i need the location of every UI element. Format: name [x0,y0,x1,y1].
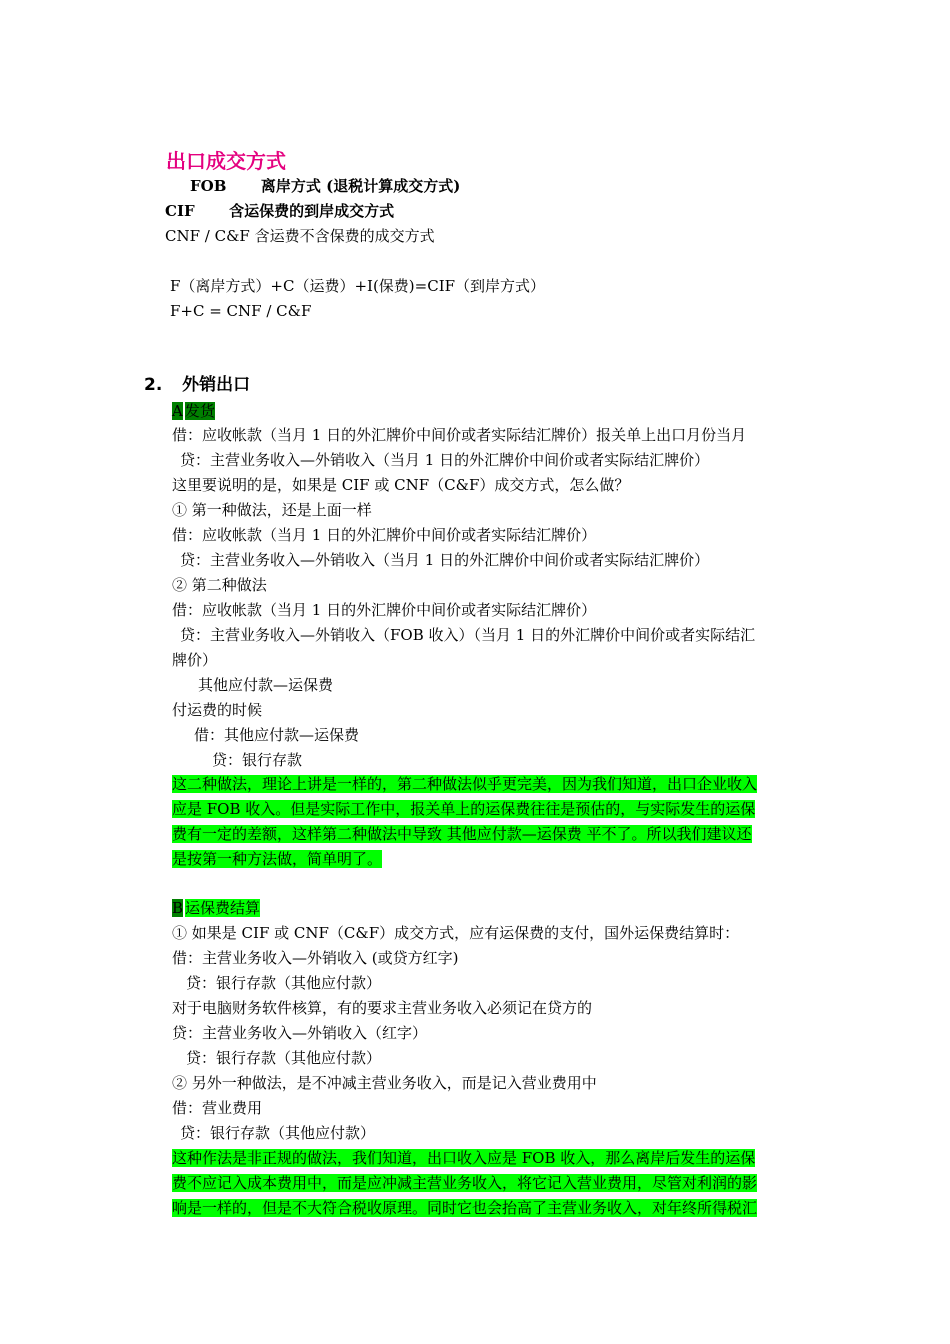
entry-line: 贷：银行存款 [212,751,303,769]
entry-line: 借：营业费用 [172,1099,263,1117]
entry-line: 借：应收帐款（当月 1 日的外汇牌价中间价或者实际结汇牌价） [172,601,597,619]
entry-line: 贷：主营业务收入—外销收入（红字） [172,1024,428,1042]
subheading-a-letter: A [172,402,183,420]
term-cif-code: CIF [165,202,195,220]
entry-line: 这里要说明的是，如果是 CIF 或 CNF（C&F）成交方式，怎么做？ [172,476,630,494]
entry-line: 对于电脑财务软件核算，有的要求主营业务收入必须记在贷方的 [172,999,593,1017]
note-b-line: 费不应记入成本费用中，而是应冲减主营业务收入，将它记入营业费用，尽管对利润的影 [172,1174,758,1192]
term-cnf: CNF / C&F 含运费不含保费的成交方式 [165,227,435,245]
entry-line: 贷：主营业务收入—外销收入（当月 1 日的外汇牌价中间价或者实际结汇牌价） [180,551,710,569]
entry-line: 牌价） [172,651,218,669]
subheading-b-letter: B [172,899,184,917]
entry-line: 贷：主营业务收入—外销收入（当月 1 日的外汇牌价中间价或者实际结汇牌价） [180,451,710,469]
note-a-line: 是按第一种方法做，简单明了。 [172,850,383,868]
entry-line: 借：应收帐款（当月 1 日的外汇牌价中间价或者实际结汇牌价）报关单上出口月份当月 [172,426,747,444]
section-heading [144,375,250,395]
entry-line: 贷：主营业务收入—外销收入（FOB 收入）（当月 1 日的外汇牌价中间价或者实际结汇 [180,626,756,644]
entry-line: ② 另外一种做法，是不冲减主营业务收入，而是记入营业费用中 [172,1074,597,1092]
entry-line: 贷：银行存款（其他应付款） [180,1124,376,1142]
entry-line: ② 第二种做法 [172,576,267,594]
page-title: 出口成交方式 [166,149,286,173]
note-a-line: 应是 FOB 收入。但是实际工作中，报关单上的运保费往往是预估的，与实际发生的运保 [172,800,756,818]
entry-line: 借：应收帐款（当月 1 日的外汇牌价中间价或者实际结汇牌价） [172,526,597,544]
entry-line: 其他应付款—运保费 [198,676,334,694]
entry-line: 贷：银行存款（其他应付款） [186,974,382,992]
term-fob-code: FOB [190,177,227,195]
formula-cif: F（离岸方式）+C（运费）+I(保费)=CIF（到岸方式） [170,277,546,295]
subheading-b-label: 运保费结算 [185,899,261,917]
entry-line: 付运费的时候 [172,701,263,719]
term-fob [190,176,460,196]
entry-line: 贷：银行存款（其他应付款） [186,1049,382,1067]
note-a-line: 这二种做法，理论上讲是一样的，第二种做法似乎更完美，因为我们知道，出口企业收入 [172,775,758,793]
entry-line: ① 第一种做法，还是上面一样 [172,501,372,519]
formula-cnf: F+C = CNF / C&F [170,302,312,320]
entry-line: 借：其他应付款—运保费 [194,726,360,744]
section-title: 外销出口 [182,375,251,395]
section-number: 2. [144,375,163,395]
entry-line: 借：主营业务收入—外销收入 (或贷方红字) [172,949,459,967]
entry-line: ① 如果是 CIF 或 CNF（C&F）成交方式，应有运保费的支付，国外运保费结算时： [172,924,740,942]
note-b-line: 这种作法是非正规的做法，我们知道，出口收入应是 FOB 收入，那么离岸后发生的运保 [172,1149,756,1167]
term-cif-desc: 含运保费的到岸成交方式 [229,202,395,220]
term-cif [165,201,394,221]
subheading-a [172,401,215,421]
term-fob-desc: 离岸方式 (退税计算成交方式) [260,177,461,195]
note-a-line: 费有一定的差额，这样第二种做法中导致 其他应付款—运保费 平不了。所以我们建议还 [172,825,752,843]
note-b-line: 响是一样的，但是不大符合税收原理。同时它也会抬高了主营业务收入，对年终所得税汇 [172,1199,758,1217]
subheading-a-label: 发货 [184,402,215,420]
subheading-b [172,898,260,918]
